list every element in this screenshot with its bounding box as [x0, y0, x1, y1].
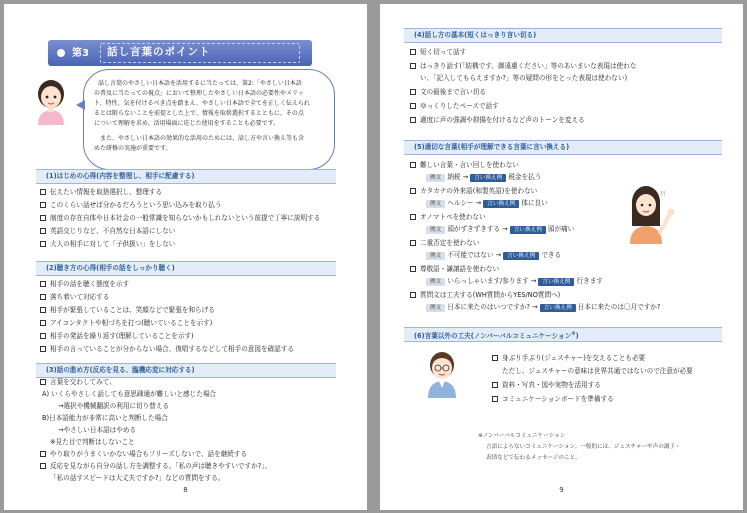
checkbox-icon: [410, 266, 416, 272]
checkbox-icon: [40, 379, 46, 385]
case-b-action: →やさしい日本語はやめる: [58, 426, 137, 434]
checkbox-icon: [410, 89, 416, 95]
checklist-item: 文の最後まで言い切る: [410, 88, 486, 97]
section-heading-1: (1)はじめの心得(内容を整理し、相手に配慮する): [36, 169, 336, 184]
case-a-action: →選択や機械翻訳の利用に切り替える: [58, 402, 170, 410]
section-heading-2: (2)聴き方の心得(相手の話をしっかり聴く): [36, 261, 336, 276]
checklist-item-cont: い、「記入してもらえますか?」等の疑問の形をとった表現は使わない): [420, 74, 628, 82]
section-heading-6: (6)言葉以外の工夫(ノンバーバルコミュニケーション※): [404, 327, 722, 342]
checkbox-icon: [40, 346, 46, 352]
checkbox-icon: [40, 189, 46, 195]
checklist-item: 適度に声の強調や抑揚を付けるなど声のトーンを変える: [410, 116, 585, 125]
checklist-item: 短く切って話す: [410, 48, 466, 57]
example-tag: 例文: [426, 278, 445, 286]
checklist-item: 落ち着いて対応する: [40, 293, 109, 302]
checklist-item: 伝えたい情報を取捨選択し、整理する: [40, 188, 162, 197]
checklist-item: 相手の言っていることが分からない場合、復唱するなどして相手の意図を確認する: [40, 345, 294, 354]
checklist-item: 相手が緊張していることは、笑顔などで緊張を和らげる: [40, 306, 215, 315]
checkbox-icon: [40, 463, 46, 469]
checklist-item: 英語交じりなど、不自然な日本語にしない: [40, 227, 175, 236]
intro-line-3: ト、特性、気を付けるべき点を踏まえ、やさしい日本語で全てを正しく伝えられ: [94, 100, 310, 107]
checklist-item: 大人の相手に対して「子供扱い」をしない: [40, 240, 175, 249]
checklist-item: 制度の存在自体や日本社会の一般常識を知らないかもしれないという前提で丁寧に説明する: [40, 214, 320, 223]
checklist-item: 相手の話を聴く態度を示す: [40, 280, 129, 289]
checklist-item: 言葉を交わしてみて、: [40, 378, 116, 387]
checklist-item: コミュニケーションボードを準備する: [492, 395, 614, 404]
rephrase-tag: 言い換え例: [510, 226, 546, 234]
checklist-item: 身ぶり手ぶり(ジェスチャー)を交えることも必要: [492, 354, 645, 363]
footnote-title: ※ノンバーバルコミュニケーション: [478, 433, 566, 439]
checkbox-icon: [492, 355, 498, 361]
checkbox-icon: [410, 188, 416, 194]
intro-line-5: について理解を求め、活用場面に応じた使用をすることも必要です。: [94, 120, 280, 127]
checkbox-icon: [410, 63, 416, 69]
rule-item: 質問文は工夫する(WH質問からYES/NO質問へ): [410, 291, 560, 300]
section-heading-4: (4)話し方の基本(短くはっきり言い切る): [404, 28, 722, 43]
example-tag: 例文: [426, 304, 445, 312]
checkbox-icon: [40, 307, 46, 313]
intro-line-1: 話し言葉のやさしい日本語を活用するに当たっては、第2:「やさしい日本語: [98, 80, 302, 87]
example-row: 例文 いらっしゃいます/参ります → 言い換え例 行きます: [426, 277, 603, 286]
section-heading-3: (3)話の進め方(反応を見る、臨機応変に対応する): [36, 363, 336, 378]
case-a: A) いくらやさしく話しても意思疎通が難しいと感じた場合: [42, 390, 217, 398]
checkbox-icon: [40, 202, 46, 208]
checklist-item-cont: 「私の話すスピードは大丈夫ですか?」などの質問をする。: [50, 474, 225, 482]
intro-line-7: めた研修の実施が重要です。: [94, 145, 172, 152]
rule-item: 尊敬語・謙譲語を使わない: [410, 265, 499, 274]
right-page: [380, 4, 743, 510]
checkbox-icon: [410, 117, 416, 123]
checklist-item: 相手の発話を繰り返す(理解していることを示す): [40, 332, 194, 341]
rephrase-tag: 言い換え例: [483, 200, 519, 208]
case-b: B)日本語能力が非常に高いと判断した場合: [42, 414, 168, 422]
rule-item: オノマトペを使わない: [410, 213, 486, 222]
checkbox-icon: [410, 162, 416, 168]
checkbox-icon: [410, 240, 416, 246]
checkbox-icon: [40, 281, 46, 287]
section-number: 第3: [72, 48, 89, 59]
checkbox-icon: [410, 49, 416, 55]
rephrase-tag: 言い換え例: [503, 252, 539, 260]
checkbox-icon: [40, 333, 46, 339]
checkbox-icon: [40, 215, 46, 221]
example-tag: 例文: [426, 226, 445, 234]
checkbox-icon: [492, 382, 498, 388]
example-tag: 例文: [426, 200, 445, 208]
rule-item: カタカナの外来語(和製英語)を使わない: [410, 187, 537, 196]
rephrase-tag: 言い換え例: [470, 174, 506, 182]
example-row: 例文 不可能ではない → 言い換え例 できる: [426, 251, 561, 260]
example-row: 例文 ヘルシー → 言い換え例 体に良い: [426, 199, 548, 208]
page-number: 9: [559, 486, 564, 494]
intro-line-6: また、やさしい日本語の効果的な活用のためには、話し方や言い換え等も含: [100, 135, 305, 142]
checkbox-icon: [410, 292, 416, 298]
intro-line-4: るとは限らないことを前提とした上で、情報を取捨選択するとともに、その点: [94, 110, 304, 117]
note: ※見た目で判断はしないこと: [50, 438, 135, 446]
page-number: 8: [183, 486, 188, 494]
checklist-item: やり取りがうまくいかない場合もフリーズしないで、話を継続する: [40, 450, 247, 459]
checkbox-icon: [492, 396, 498, 402]
example-row: 例文 日本に来たのはいつですか? → 言い換え例 日本に来たのは〇月ですか?: [426, 303, 660, 312]
intro-line-2: の普及に当たっての視点」において整理したやさしい日本語の必要性やメリッ: [94, 90, 304, 97]
checkbox-icon: [410, 103, 416, 109]
checklist-item-cont: ただし、ジェスチャーの意味は世界共通ではないので注意が必要: [502, 367, 693, 375]
checkbox-icon: [40, 228, 46, 234]
checklist-item: アイコンタクトや相づちを打つ(聴いていることを示す): [40, 319, 212, 328]
rephrase-tag: 言い換え例: [538, 278, 574, 286]
checklist-item: 反応を見ながら自分の話し方を調整する。「私の声は聴きやすいですか?」、: [40, 462, 271, 471]
man-illustration-icon: [424, 350, 460, 398]
example-row: 例文 納税 → 言い換え例 税金を払う: [426, 173, 541, 182]
checklist-item: ゆっくりしたペースで話す: [410, 102, 499, 111]
footnote-line: 言語によらないコミュニケーション。一般的には、ジェスチャーや声の調子・: [486, 444, 681, 450]
example-tag: 例文: [426, 174, 445, 182]
rule-item: 二重否定を使わない: [410, 239, 479, 248]
checkbox-icon: [40, 241, 46, 247]
rule-item: 難しい言葉・言い回しを使わない: [410, 161, 519, 170]
title-bullet-icon: [57, 49, 65, 57]
checkbox-icon: [410, 214, 416, 220]
example-row: 例文 頭がずきずきする → 言い換え例 頭が痛い: [426, 225, 574, 234]
section-title: 話し言葉のポイント: [107, 46, 211, 58]
svg-text:!!: !!: [660, 190, 666, 198]
checklist-item: はっきり話す(「結構です、御遠慮ください」等のあいまいな表現は使わな: [410, 62, 636, 71]
checkbox-icon: [40, 294, 46, 300]
checkbox-icon: [40, 451, 46, 457]
section-heading-5: (5)適切な言葉(相手が理解できる言葉に言い換える): [404, 140, 722, 155]
left-page: [4, 4, 367, 510]
example-tag: 例文: [426, 252, 445, 260]
footnote-line: 表情などで伝わるメッセージのこと。: [486, 455, 581, 461]
checklist-item: 資料・写真・図や実物を活用する: [492, 381, 601, 390]
woman-illustration-icon: [32, 77, 70, 125]
woman-waving-illustration-icon: [620, 182, 680, 244]
rephrase-tag: 言い換え例: [540, 304, 576, 312]
checklist-item: このくらい話せば分かるだろうという思い込みを取り払う: [40, 201, 221, 210]
checkbox-icon: [40, 320, 46, 326]
